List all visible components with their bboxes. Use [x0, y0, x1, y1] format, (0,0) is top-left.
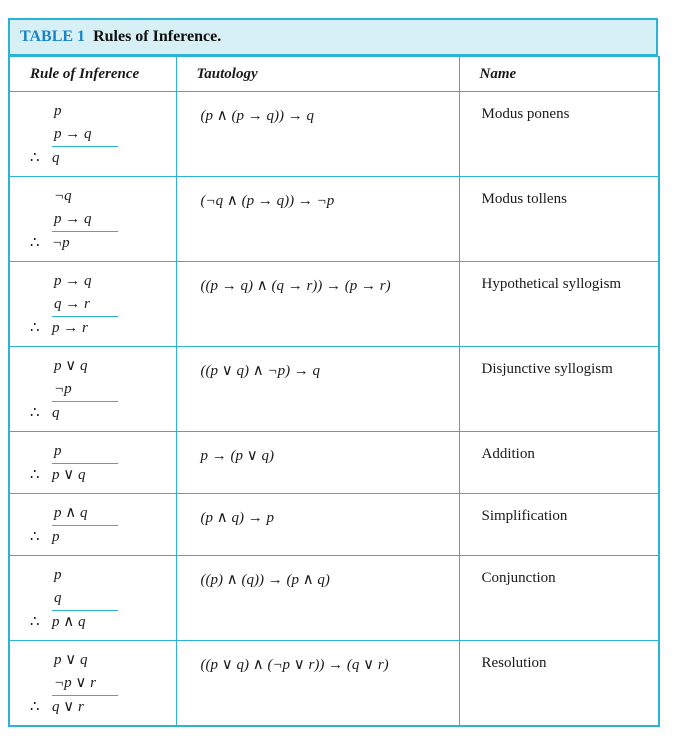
- tautology-cell: [176, 641, 459, 727]
- tautology: p → (p ∨ q): [200, 448, 274, 464]
- tautology: ((p) ∧ (q)) → (p ∧ q): [200, 572, 330, 588]
- tautology: (p ∧ q) → p: [200, 510, 274, 526]
- conclusion: [30, 695, 118, 719]
- premise: p: [54, 103, 62, 119]
- conclusion: [30, 316, 118, 340]
- rules-table: [8, 56, 660, 727]
- conclusion: [30, 610, 118, 634]
- table-row: [9, 432, 659, 494]
- conclusion-text: p: [52, 529, 60, 545]
- header-tautology: Tautology: [176, 57, 459, 92]
- name-cell: [459, 556, 659, 641]
- conclusion-text: p ∨ q: [52, 467, 86, 483]
- tautology-cell: [176, 432, 459, 494]
- therefore-symbol: ∴: [30, 320, 40, 336]
- conclusion: [30, 146, 118, 170]
- conclusion-text: p ∧ q: [52, 614, 86, 630]
- rule-cell: [9, 641, 176, 727]
- name-cell: [459, 177, 659, 262]
- conclusion-text: q: [52, 405, 60, 421]
- premise: p → q: [54, 211, 92, 227]
- table-title-bar: [8, 18, 658, 56]
- rule-name: Conjunction: [481, 570, 556, 586]
- rule-name: Hypothetical syllogism: [481, 276, 622, 292]
- premise: p → q: [54, 126, 92, 142]
- tautology-cell: [176, 494, 459, 556]
- rule-cell: [9, 432, 176, 494]
- tautology-cell: [176, 177, 459, 262]
- rule-cell: [9, 177, 176, 262]
- rule-cell: [9, 556, 176, 641]
- tautology: ((p ∨ q) ∧ ¬p) → q: [200, 363, 321, 379]
- tautology-cell: [176, 262, 459, 347]
- table-row: [9, 641, 659, 727]
- premise: ¬p ∨ r: [54, 675, 96, 691]
- table-number: TABLE 1: [20, 28, 86, 45]
- rule-cell: [9, 347, 176, 432]
- name-cell: [459, 262, 659, 347]
- premise: p ∨ q: [54, 652, 88, 668]
- therefore-symbol: ∴: [30, 467, 40, 483]
- tautology: (p ∧ (p → q)) → q: [200, 108, 314, 124]
- conclusion-text: q ∨ r: [52, 699, 84, 715]
- therefore-symbol: ∴: [30, 235, 40, 251]
- conclusion: [30, 463, 118, 487]
- tautology: (¬q ∧ (p → q)) → ¬p: [200, 193, 335, 209]
- name-cell: [459, 641, 659, 727]
- therefore-symbol: ∴: [30, 150, 40, 166]
- premise: q: [54, 590, 62, 606]
- premise: p: [54, 443, 62, 459]
- tautology: ((p → q) ∧ (q → r)) → (p → r): [200, 278, 391, 294]
- conclusion: [30, 231, 118, 255]
- header-name: Name: [459, 57, 659, 92]
- rule-name: Simplification: [481, 508, 568, 524]
- conclusion-text: q: [52, 150, 60, 166]
- header-row: [9, 57, 659, 92]
- tautology: ((p ∨ q) ∧ (¬p ∨ r)) → (q ∨ r): [200, 657, 389, 673]
- table-row: [9, 92, 659, 177]
- header-rule: Rule of Inference: [9, 57, 176, 92]
- name-cell: [459, 92, 659, 177]
- conclusion-text: ¬p: [52, 235, 70, 251]
- premise: p → q: [54, 273, 92, 289]
- conclusion: [30, 525, 118, 549]
- premise: ¬p: [54, 381, 72, 397]
- rule-cell: [9, 92, 176, 177]
- therefore-symbol: ∴: [30, 614, 40, 630]
- name-cell: [459, 494, 659, 556]
- rules-of-inference-table-figure: [8, 18, 658, 727]
- rule-name: Modus ponens: [481, 106, 570, 122]
- table-row: [9, 494, 659, 556]
- tautology-cell: [176, 92, 459, 177]
- premise: p ∧ q: [54, 505, 88, 521]
- table-row: [9, 262, 659, 347]
- table-row: [9, 347, 659, 432]
- table-row: [9, 177, 659, 262]
- rule-name: Resolution: [481, 655, 547, 671]
- rule-name: Disjunctive syllogism: [481, 361, 613, 377]
- rule-name: Addition: [481, 446, 535, 462]
- premise: p: [54, 567, 62, 583]
- tautology-cell: [176, 347, 459, 432]
- therefore-symbol: ∴: [30, 529, 40, 545]
- name-cell: [459, 347, 659, 432]
- rule-name: Modus tollens: [481, 191, 567, 207]
- premise: q → r: [54, 296, 90, 312]
- rule-cell: [9, 494, 176, 556]
- name-cell: [459, 432, 659, 494]
- rule-cell: [9, 262, 176, 347]
- table-row: [9, 556, 659, 641]
- premise: p ∨ q: [54, 358, 88, 374]
- therefore-symbol: ∴: [30, 699, 40, 715]
- therefore-symbol: ∴: [30, 405, 40, 421]
- premise: ¬q: [54, 188, 72, 204]
- conclusion: [30, 401, 118, 425]
- conclusion-text: p → r: [52, 320, 88, 336]
- table-caption: Rules of Inference.: [93, 28, 222, 45]
- tautology-cell: [176, 556, 459, 641]
